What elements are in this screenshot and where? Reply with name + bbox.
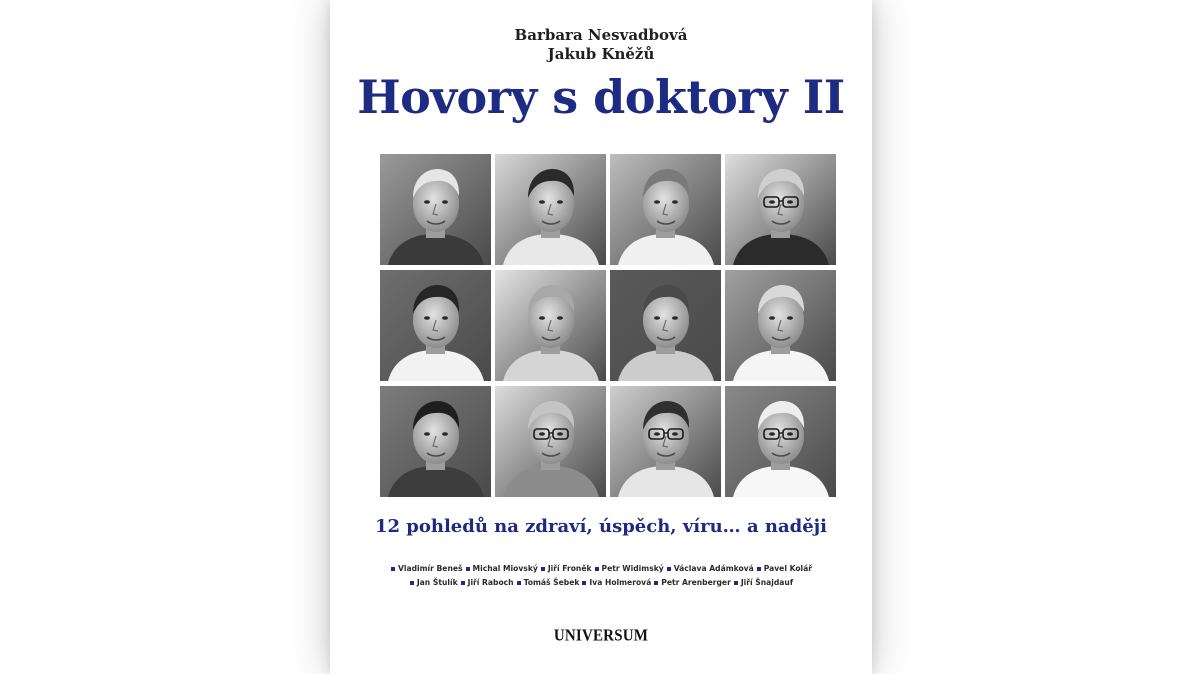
portrait-photo — [725, 154, 836, 265]
bullet-square-icon — [461, 581, 465, 585]
contributor-name: Pavel Kolář — [763, 564, 813, 573]
bullet-square-icon — [595, 567, 599, 571]
contributor-name: Vladimír Beneš — [397, 564, 463, 573]
contributor-name: Petr Arenberger — [661, 578, 731, 587]
bullet-square-icon — [667, 567, 671, 571]
portrait-bald-man-2-icon — [495, 270, 606, 381]
bullet-square-icon — [654, 581, 658, 585]
contributors-row — [330, 576, 872, 590]
portrait-white-hair-man-icon — [380, 154, 491, 265]
portrait-man-glasses-2-icon — [610, 386, 721, 497]
portrait-photo — [725, 386, 836, 497]
contributor-name: Iva Holmerová — [589, 578, 652, 587]
portrait-photo — [380, 154, 491, 265]
authors — [330, 26, 872, 64]
contributors-row — [330, 562, 872, 576]
bullet-square-icon — [734, 581, 738, 585]
portrait-short-hair-woman-icon — [380, 270, 491, 381]
portrait-photo — [495, 270, 606, 381]
bullet-square-icon — [757, 567, 761, 571]
portrait-grid — [380, 154, 836, 497]
bullet-square-icon — [410, 581, 414, 585]
portrait-bearded-man-icon — [495, 154, 606, 265]
portrait-photo — [495, 386, 606, 497]
portrait-bald-man-icon — [610, 154, 721, 265]
contributor-name: Jan Štulík — [416, 578, 458, 587]
author-name: Barbara Nesvadbová — [514, 26, 688, 44]
contributor-name: Jiří Froněk — [547, 564, 592, 573]
portrait-photo — [725, 270, 836, 381]
portrait-photo — [380, 386, 491, 497]
bullet-square-icon — [391, 567, 395, 571]
portrait-photo — [610, 270, 721, 381]
author-name: Jakub Kněžů — [547, 45, 655, 63]
portrait-photo — [610, 386, 721, 497]
contributor-name: Michal Miovský — [472, 564, 538, 573]
portrait-glasses-man-icon — [725, 154, 836, 265]
portrait-photo — [380, 270, 491, 381]
portrait-woman-glasses-icon — [495, 386, 606, 497]
publisher-logo: UNIVERSUM — [553, 626, 649, 646]
contributor-name: Jiří Raboch — [467, 578, 514, 587]
portrait-young-man-icon — [380, 386, 491, 497]
book-title: Hovory s doktory II — [357, 70, 845, 124]
contributors-list — [330, 562, 872, 590]
bullet-square-icon — [466, 567, 470, 571]
bullet-square-icon — [582, 581, 586, 585]
contributor-name: Jiří Šnajdauf — [740, 578, 794, 587]
book-subtitle: 12 pohledů na zdraví, úspěch, víru… a naději — [374, 516, 828, 537]
portrait-photo — [495, 154, 606, 265]
contributor-name: Tomáš Šebek — [523, 578, 580, 587]
portrait-photo — [610, 154, 721, 265]
portrait-man-bookshelf-icon — [610, 270, 721, 381]
contributor-name: Petr Widimský — [601, 564, 664, 573]
portrait-old-man-glasses-icon — [725, 386, 836, 497]
contributor-name: Václava Adámková — [673, 564, 754, 573]
bullet-square-icon — [517, 581, 521, 585]
portrait-smiling-old-man-icon — [725, 270, 836, 381]
bullet-square-icon — [541, 567, 545, 571]
book-cover — [330, 0, 872, 674]
